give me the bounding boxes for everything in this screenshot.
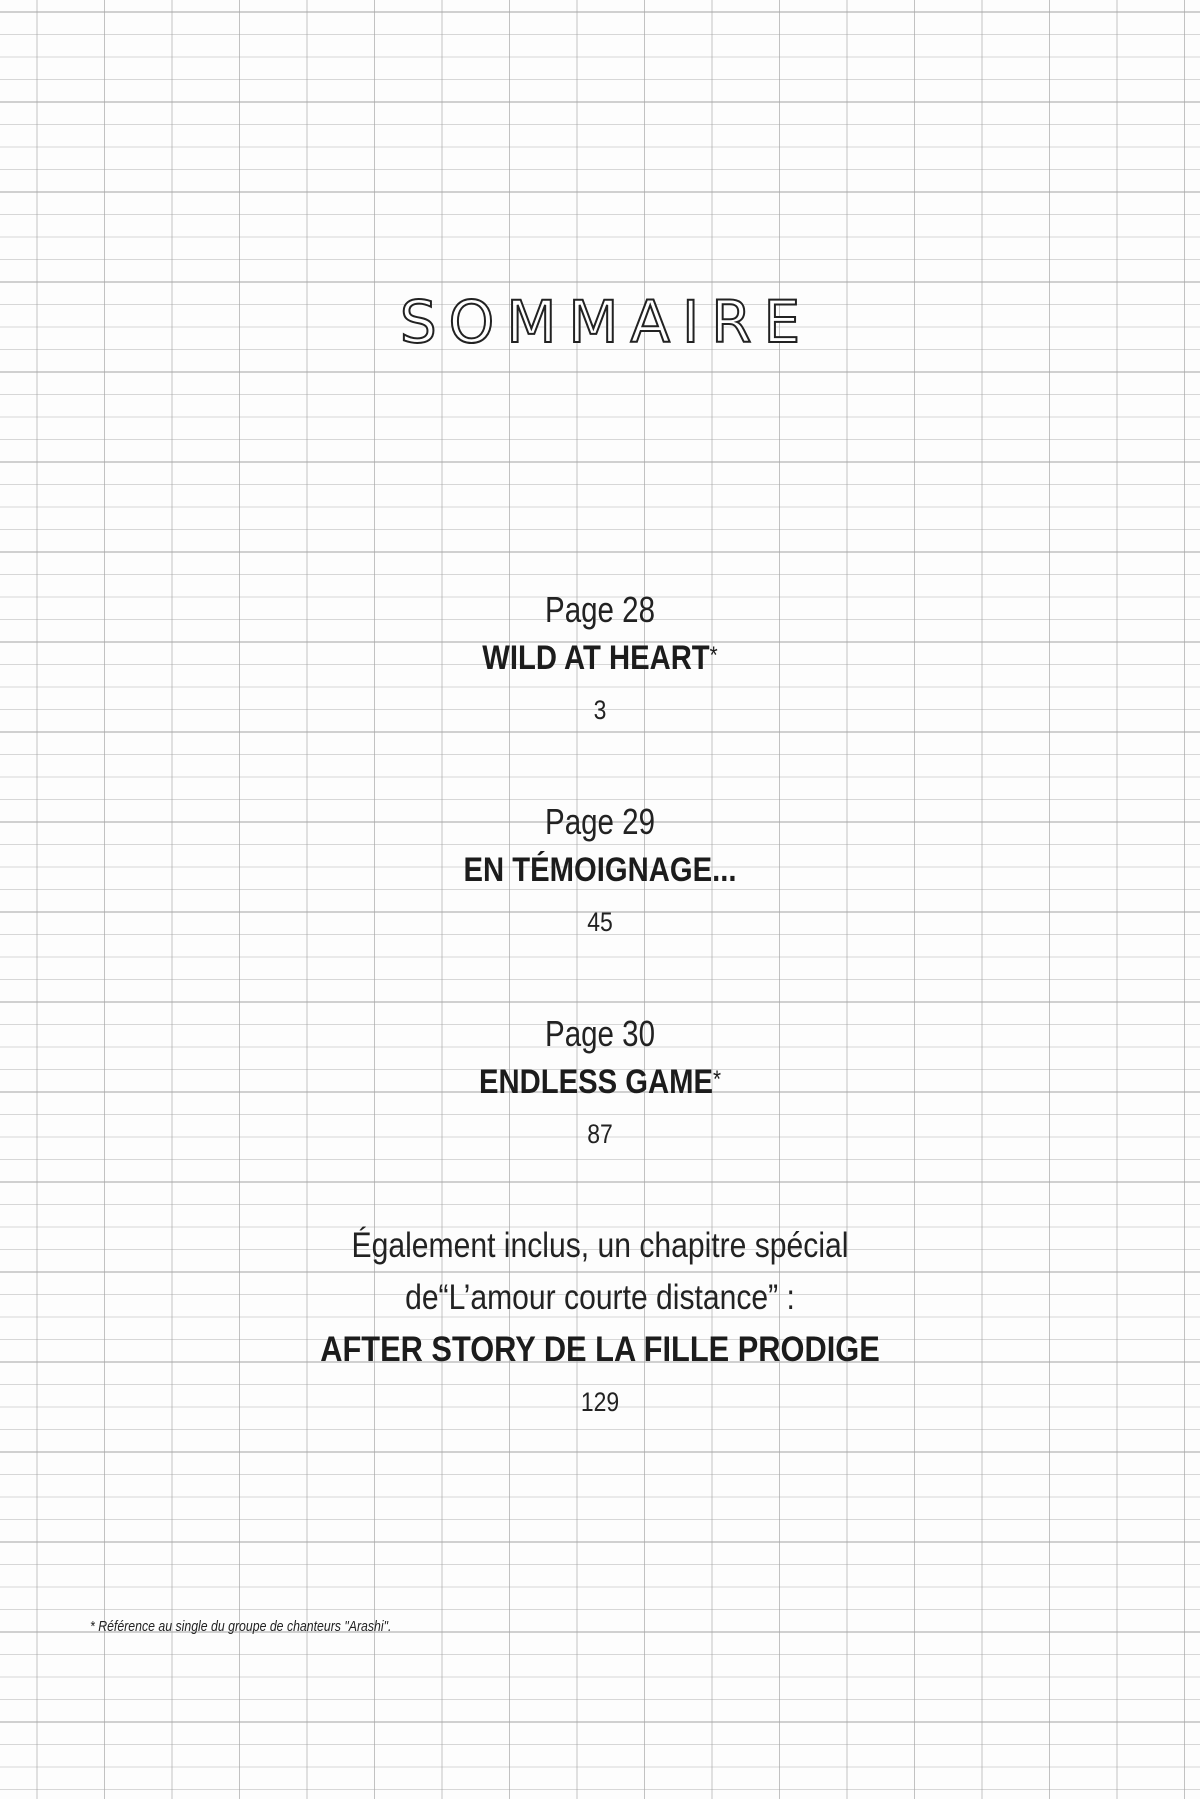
page-title: SOMMAIRE bbox=[399, 288, 813, 356]
entry-title bbox=[84, 1056, 1116, 1108]
entry-footnote-marker: * bbox=[709, 642, 718, 669]
entry-page-label: Page 28 bbox=[545, 589, 655, 630]
entry-title-text: ENDLESS GAME bbox=[478, 1063, 713, 1101]
entry-page-number: 87 bbox=[587, 1119, 613, 1149]
entry-footnote-marker: * bbox=[712, 1066, 721, 1093]
special-page-number: 129 bbox=[580, 1387, 620, 1417]
toc-entry-3 bbox=[0, 1012, 1200, 1154]
entry-title bbox=[84, 844, 1116, 896]
special-intro-line: Également inclus, un chapitre spécial bbox=[351, 1226, 849, 1265]
toc-entry-1 bbox=[0, 588, 1200, 730]
entry-page-label: Page 30 bbox=[545, 1013, 655, 1054]
special-title: AFTER STORY DE LA FILLE PRODIGE bbox=[320, 1330, 880, 1369]
toc-entry-2 bbox=[0, 800, 1200, 942]
entry-title-text: EN TÉMOIGNAGE... bbox=[463, 851, 737, 889]
entry-title-text: WILD AT HEART bbox=[482, 639, 710, 677]
footnote: * Référence au single du groupe de chanteurs "Arashi". bbox=[90, 1618, 392, 1635]
entry-title bbox=[84, 632, 1116, 684]
special-chapter-entry bbox=[0, 1220, 1200, 1422]
entry-page-number: 45 bbox=[587, 907, 613, 937]
entry-page-label: Page 29 bbox=[545, 801, 655, 842]
special-source-line: de“L’amour courte distance” : bbox=[405, 1278, 795, 1317]
entry-page-number: 3 bbox=[593, 695, 607, 725]
